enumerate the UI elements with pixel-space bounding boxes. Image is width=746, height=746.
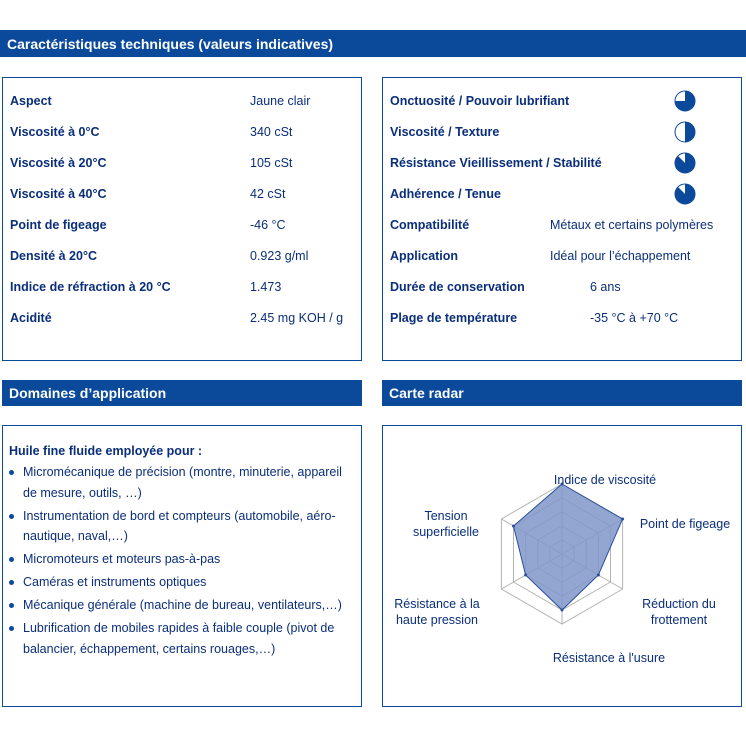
list-item <box>3 549 353 570</box>
spec-value: 1.473 <box>250 280 282 294</box>
spec-value: 42 cSt <box>250 187 286 201</box>
bullet-icon <box>9 580 14 585</box>
radar-point <box>597 574 600 577</box>
spec-value: Jaune clair <box>250 94 311 108</box>
radar-axis-label <box>640 517 730 531</box>
list-item <box>3 595 353 616</box>
list-item-text: Lubrification de mobiles rapides à faible couple (pivot de balancier, échappement, certains rouages,…) <box>23 621 335 656</box>
radar-section-header <box>382 380 742 406</box>
radar-axis-label-line: Résistance à l'usure <box>552 651 666 665</box>
radar-axis-label-line: Indice de viscosité <box>553 473 657 487</box>
spec-value: 2.45 mg KOH / g <box>250 311 344 325</box>
spec-label: Viscosité à 20°C <box>10 156 107 170</box>
domains-panel <box>2 425 362 707</box>
radar-axis-label <box>554 473 656 487</box>
radar-axis-label-line: Point de figeage <box>639 517 731 531</box>
list-item <box>3 506 353 547</box>
list-item-text: Micromécanique de précision (montre, minuterie, appareil de mesure, outils, …) <box>23 465 342 500</box>
spec-label: Densité à 20°C <box>10 249 97 263</box>
bullet-icon <box>9 626 14 631</box>
radar-chart <box>383 426 741 706</box>
radar-axis-label <box>413 509 479 539</box>
spec-label: Aspect <box>10 94 52 108</box>
spec-value: -46 °C <box>250 218 286 232</box>
domains-section-title: Domaines d’application <box>9 385 167 401</box>
domains-section-header <box>2 380 362 406</box>
rating-pie-icon <box>674 183 696 205</box>
spec-value: 340 cSt <box>250 125 293 139</box>
domains-subtitle: Huile fine fluide employée pour : <box>9 444 203 458</box>
spec-label: Viscosité à 0°C <box>10 125 100 139</box>
radar-axis-label-line: superficielle <box>412 525 480 539</box>
list-item-text: Micromoteurs et moteurs pas-à-pas <box>23 552 221 566</box>
spec-value: Idéal pour l’échappement <box>550 249 691 263</box>
domains-list <box>3 462 353 662</box>
list-item <box>3 572 353 593</box>
radar-section-title: Carte radar <box>389 385 464 401</box>
radar-axis-label-line: Résistance à la <box>394 597 480 611</box>
spec-value: 105 cSt <box>250 156 293 170</box>
rating-label: Onctuosité / Pouvoir lubrifiant <box>390 94 570 108</box>
list-item-text: Mécanique générale (machine de bureau, ventilateurs,…) <box>23 598 342 612</box>
radar-axis-label-line: frottement <box>650 613 708 627</box>
spec-label: Application <box>390 249 459 263</box>
spec-label: Compatibilité <box>390 218 470 232</box>
radar-axis-label <box>553 651 665 665</box>
tech-section-header <box>0 30 746 57</box>
spec-value: -35 °C à +70 °C <box>590 311 679 325</box>
rating-pie-icon <box>674 152 696 174</box>
radar-point <box>621 518 624 521</box>
rating-label: Adhérence / Tenue <box>390 187 501 201</box>
rating-pie-icon <box>674 121 696 143</box>
bullet-icon <box>9 603 14 608</box>
bullet-icon <box>9 470 14 475</box>
radar-panel <box>382 425 742 707</box>
list-item <box>3 462 353 503</box>
spec-label: Durée de conservation <box>390 280 525 294</box>
tech-section-title: Caractéristiques techniques (valeurs indicatives) <box>7 35 334 52</box>
spec-value: 0.923 g/ml <box>250 249 309 263</box>
list-item-text: Instrumentation de bord et compteurs (automobile, aéro-nautique, naval,…) <box>23 508 336 543</box>
spec-label: Indice de réfraction à 20 °C <box>10 280 171 294</box>
spec-label: Viscosité à 40°C <box>10 187 107 201</box>
radar-axis-label <box>394 597 480 627</box>
specs-left-panel <box>2 77 362 361</box>
spec-label: Acidité <box>10 311 52 325</box>
radar-point <box>512 525 515 528</box>
radar-axis-label-line: haute pression <box>395 613 479 627</box>
specs-right-panel <box>382 77 742 361</box>
radar-point <box>524 574 527 577</box>
radar-axis-label-line: Réduction du <box>642 597 716 611</box>
rating-pie-icon <box>674 90 696 112</box>
bullet-icon <box>9 514 14 519</box>
bullet-icon <box>9 557 14 562</box>
spec-value: Métaux et certains polymères <box>550 218 714 232</box>
rating-label: Viscosité / Texture <box>390 125 500 139</box>
rating-label: Résistance Vieillissement / Stabilité <box>390 156 602 170</box>
radar-axis-label-line: Tension <box>424 509 468 523</box>
spec-value: 6 ans <box>590 280 621 294</box>
spec-label: Point de figeage <box>10 218 107 232</box>
radar-axis-label <box>642 597 716 627</box>
spec-label: Plage de température <box>390 311 518 325</box>
radar-point <box>561 609 564 612</box>
list-item <box>3 618 353 659</box>
list-item-text: Caméras et instruments optiques <box>23 575 207 589</box>
